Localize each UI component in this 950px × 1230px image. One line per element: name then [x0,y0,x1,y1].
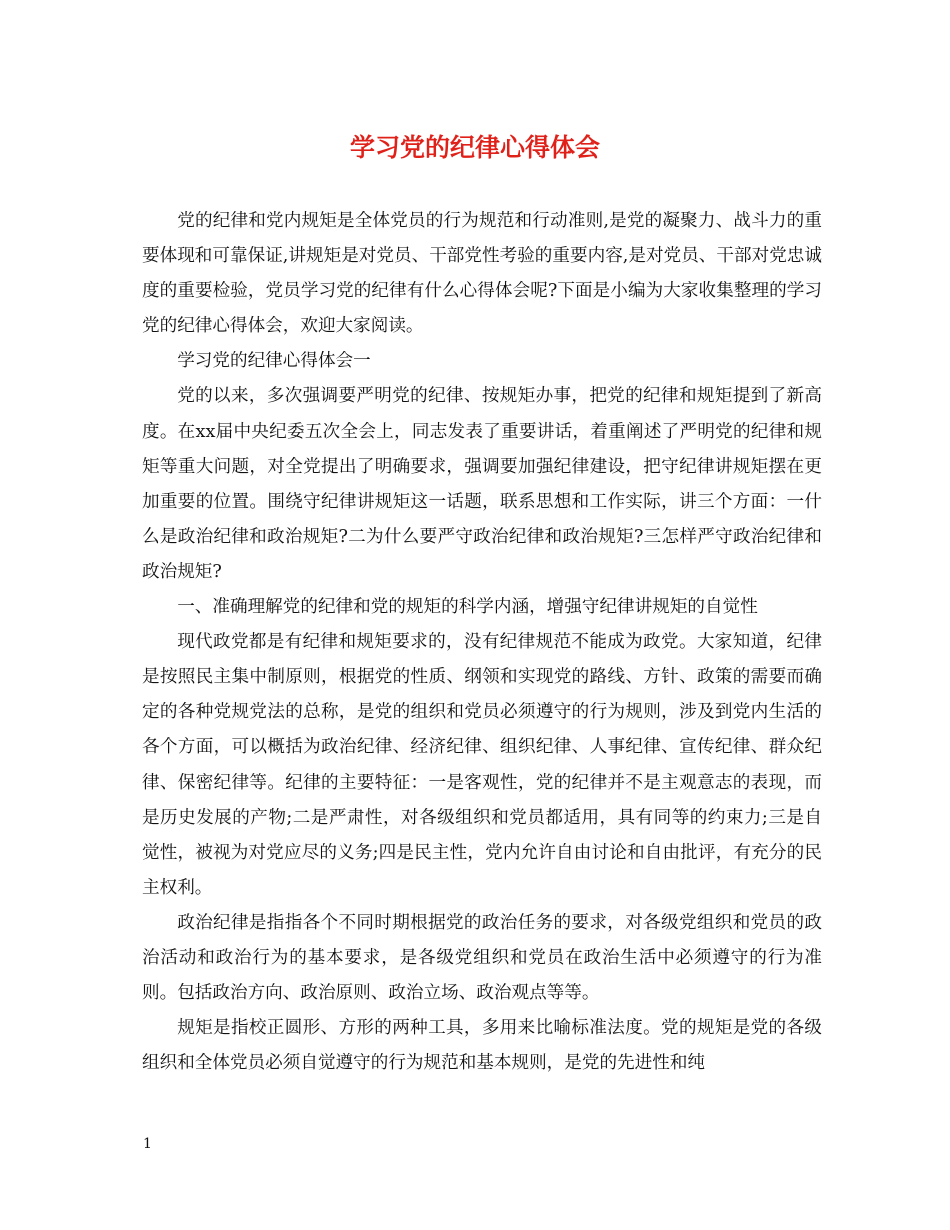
document-title: 学习党的纪律心得体会 [349,133,600,162]
subheading-part-1: 一、准确理解党的纪律和党的规矩的科学内涵，增强守纪律讲规矩的自觉性 [177,597,758,618]
page-number: 1 [143,1136,152,1152]
paragraph-background: 党的以来，多次强调要严明党的纪律、按规矩办事，把党的纪律和规矩提到了新高度。在xx届中央纪委五次全会上，同志发表了重要讲话，着重阐述了严明党的纪律和规矩等重大问题，对全党提出了明确要求，强调要加强纪律建设，把守纪律讲规矩摆在更加重要的位置。围绕守纪律讲规矩这一话题，联系思想和工作实际，讲三个方面：一什么是政治纪律和政治规矩?二为什么要严守政治纪律和政治规矩?三怎样严守政治纪律和政治规矩? [142,386,822,582]
paragraph-rules-definition: 规矩是指校正圆形、方形的两种工具，多用来比喻标准法度。党的规矩是党的各级组织和全体党员必须自觉遵守的行为规范和基本规则，是党的先进性和纯 [142,1018,822,1074]
section-heading-1: 学习党的纪律心得体会一 [177,351,371,372]
paragraph-intro: 党的纪律和党内规矩是全体党员的行为规范和行动准则,是党的凝聚力、战斗力的重要体现和可靠保证,讲规矩是对党员、干部党性考验的重要内容,是对党员、干部对党忠诚度的重要检验，党员学习党的纪律有什么心得体会呢?下面是小编为大家收集整理的学习党的纪律心得体会，欢迎大家阅读。 [142,211,822,337]
paragraph-political-discipline: 政治纪律是指指各个不同时期根据党的政治任务的要求，对各级党组织和党员的政治活动和政治行为的基本要求，是各级党组织和党员在政治生活中必须遵守的行为准则。包括政治方向、政治原则、政治立场、政治观点等等。 [142,912,822,1004]
document-body [142,204,822,1081]
paragraph-discipline-definition: 现代政党都是有纪律和规矩要求的，没有纪律规范不能成为政党。大家知道，纪律是按照民主集中制原则，根据党的性质、纲领和实现党的路线、方针、政策的需要而确定的各种党规党法的总称，是党的组织和党员必须遵守的行为规则，涉及到党内生活的各个方面，可以概括为政治纪律、经济纪律、组织纪律、人事纪律、宣传纪律、群众纪律、保密纪律等。纪律的主要特征：一是客观性，党的纪律并不是主观意志的表现，而是历史发展的产物;二是严肃性，对各级组织和党员都适用，具有同等的约束力;三是自觉性，被视为对党应尽的义务;四是民主性，党内允许自由讨论和自由批评，有充分的民主权利。 [142,632,822,898]
